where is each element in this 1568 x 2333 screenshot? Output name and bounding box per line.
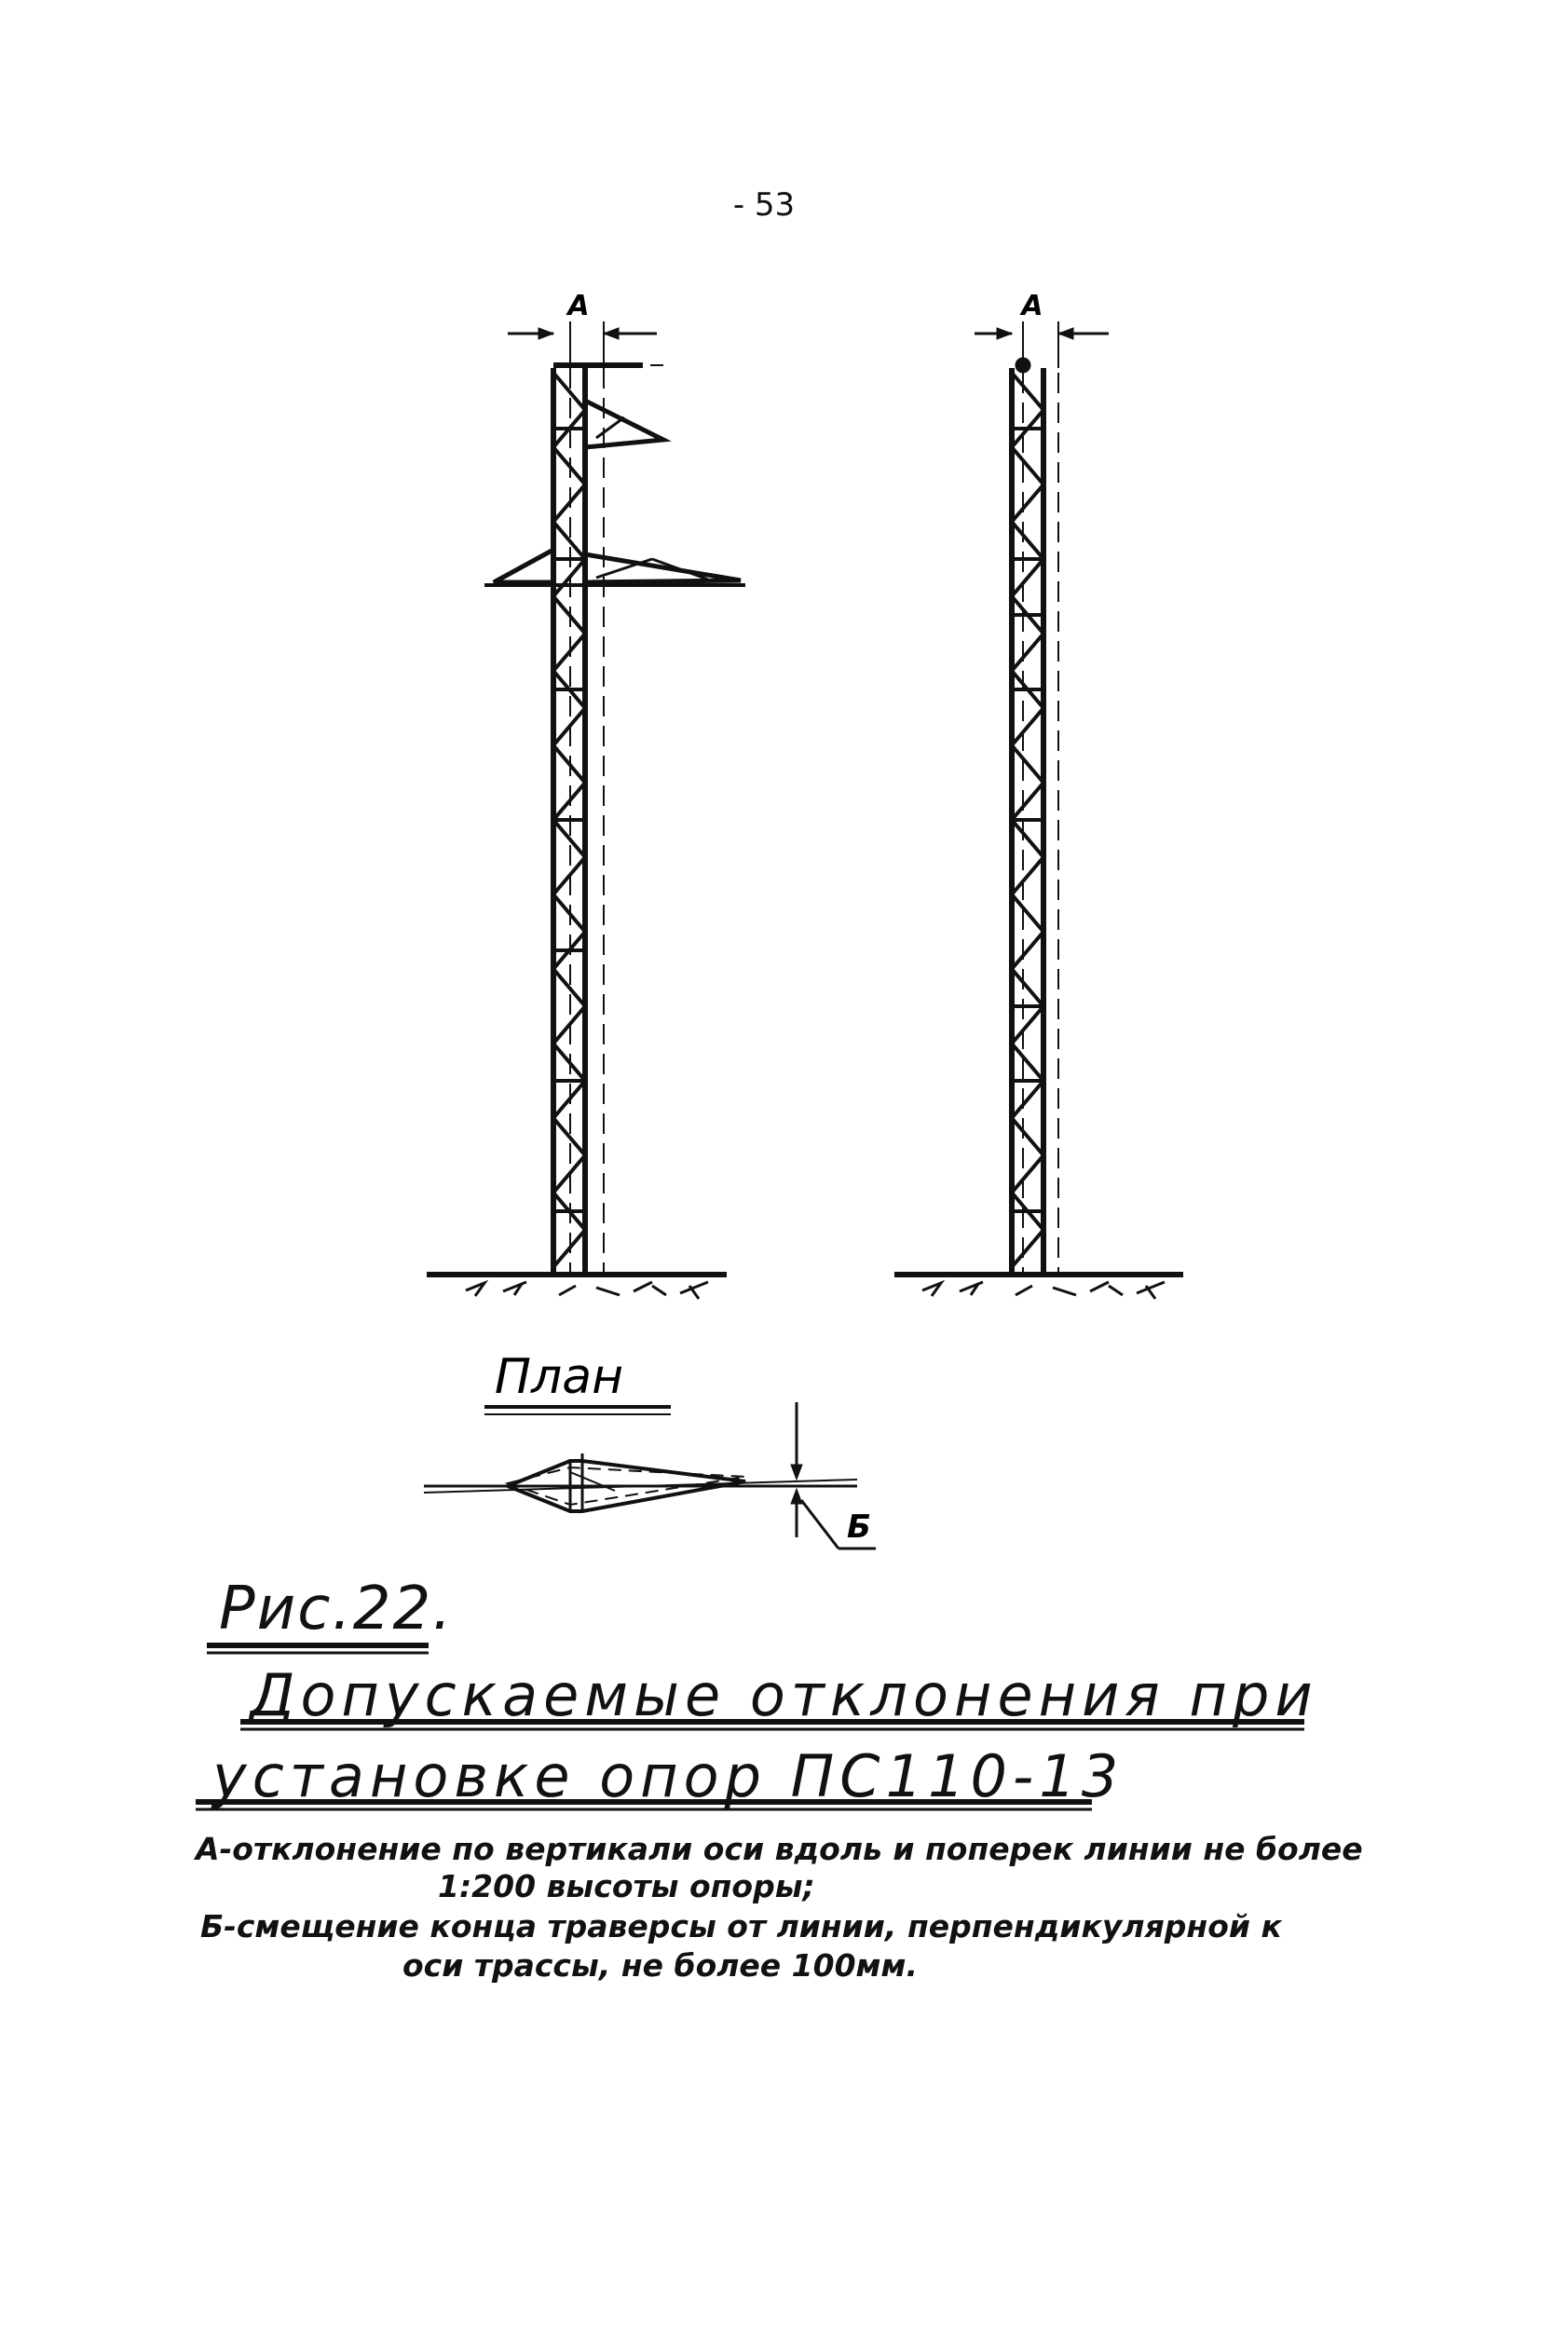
right-tower [894,321,1183,1299]
label-a-left: А [567,290,590,322]
caption-line-2: установке опор ПС110-13 [212,1742,1125,1810]
plan-label: План [494,1349,624,1405]
caption-line-1: Допускаемые отклонения при [250,1661,1318,1729]
left-tower [427,321,745,1299]
note-a-line-1: А-отклонение по вертикали оси вдоль и поперек линии не более [196,1831,1363,1867]
label-a-right: А [1021,290,1043,322]
note-b-line-1: Б-смещение конца траверсы от линии, перпендикулярной к [200,1908,1282,1944]
note-b-line-2: оси трассы, не более 100мм. [402,1947,919,1984]
page-number: - 53 [732,186,796,224]
figure-title: Рис.22. [219,1575,454,1644]
plan-view [424,1402,876,1549]
note-a-line-2: 1:200 высоты опоры; [438,1868,815,1904]
label-b: Б [847,1508,871,1546]
